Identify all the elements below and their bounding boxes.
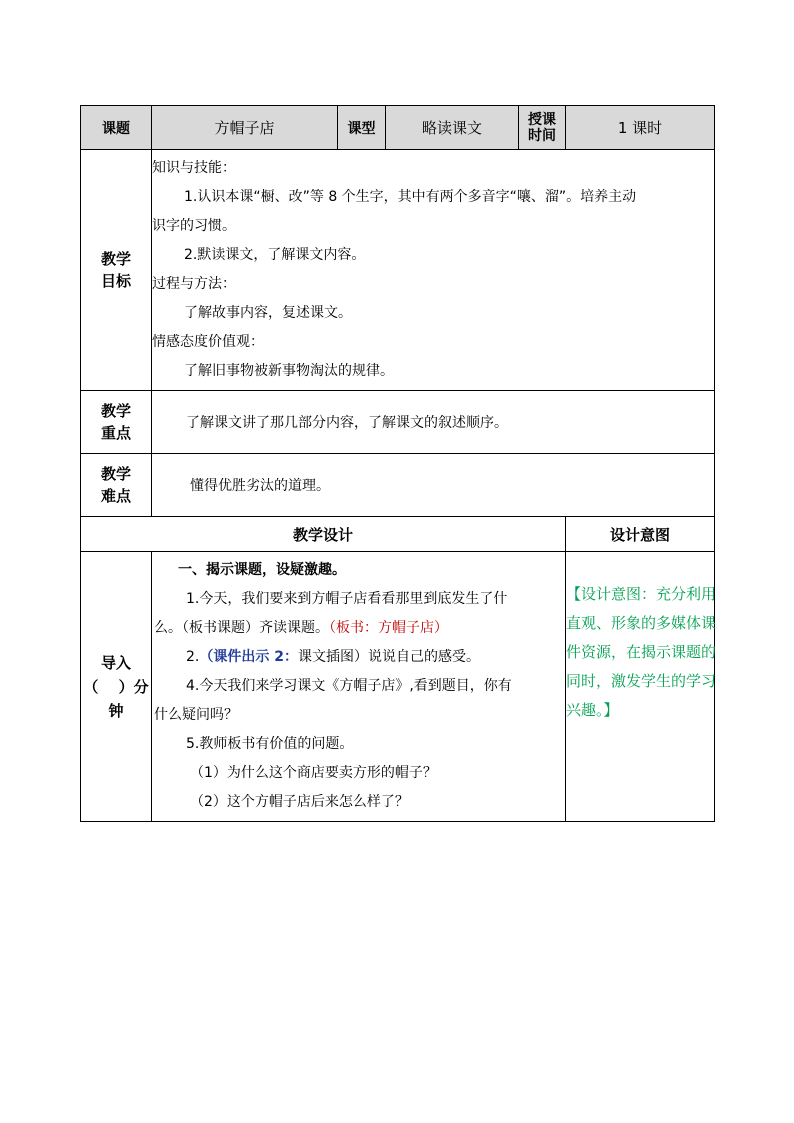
time-label-line2: 时间 xyxy=(528,127,556,144)
difficulty-label-line2: 难点 xyxy=(100,487,131,505)
type-label: 课型 xyxy=(338,106,386,150)
intro-line: 什么疑问吗？ xyxy=(154,707,238,723)
goals-label-line1: 教学 xyxy=(100,250,131,268)
intro-text: 课文插图）说说自己的感受。 xyxy=(297,649,480,665)
time-value: 1 课时 xyxy=(566,106,715,150)
design-header-row xyxy=(81,517,715,552)
focus-text: 了解课文讲了那几部分内容，了解课文的叙述顺序。 xyxy=(152,391,715,454)
intro-question: （1）为什么这个商店要卖方形的帽子？ xyxy=(190,765,437,781)
intent-line: 【设计意图：充分利用 xyxy=(566,585,717,603)
design-header-left: 教学设计 xyxy=(81,517,566,552)
intro-line xyxy=(154,643,563,672)
intro-label xyxy=(81,552,152,822)
header-row xyxy=(81,106,715,150)
focus-label-line2: 重点 xyxy=(100,424,131,442)
goals-line: 情感态度价值观： xyxy=(152,334,264,350)
courseware-note: （课件出示 2： xyxy=(199,649,298,665)
goals-line: 了解故事内容，复述课文。 xyxy=(184,305,352,321)
intro-line: 1.今天，我们要来到方帽子店看看那里到底发生了什 xyxy=(186,591,508,607)
time-label xyxy=(519,106,566,150)
intent-line: 同时，激发学生的学习 xyxy=(566,672,717,690)
intro-label-line3: 钟 xyxy=(108,701,124,720)
goals-label-line2: 目标 xyxy=(100,272,131,290)
difficulty-text: 懂得优胜劣汰的道理。 xyxy=(152,454,715,517)
intent-line: 件资源，在揭示课题的 xyxy=(566,643,717,661)
goals-line: 2.默读课文，了解课文内容。 xyxy=(184,247,366,263)
difficulty-row xyxy=(81,454,715,517)
type-value: 略读课文 xyxy=(386,106,519,150)
intro-question: （2）这个方帽子店后来怎么样了？ xyxy=(190,794,409,810)
focus-label xyxy=(81,391,152,454)
goals-line: 知识与技能： xyxy=(152,160,236,176)
topic-value: 方帽子店 xyxy=(152,106,338,150)
intro-line: 4.今天我们来学习课文《方帽子店》,看到题目，你有 xyxy=(186,678,512,694)
topic-label: 课题 xyxy=(81,106,152,150)
goals-label xyxy=(81,150,152,391)
goals-row xyxy=(81,150,715,391)
intro-heading: 一、揭示课题，设疑激趣。 xyxy=(178,562,346,578)
goals-line: 1.认识本课“橱、改”等 8 个生字，其中有两个多音字“嚷、溜”。培养主动 xyxy=(184,189,637,205)
intro-line xyxy=(154,614,563,643)
goals-line: 识字的习惯。 xyxy=(152,218,236,234)
time-label-line1: 授课 xyxy=(528,111,556,128)
intro-label-line1: 导入 xyxy=(100,653,131,672)
intro-label-line2: （ ）分 xyxy=(83,677,149,696)
intro-intent xyxy=(566,552,715,822)
goals-line: 过程与方法： xyxy=(152,276,236,292)
intro-text: 2. xyxy=(186,649,200,665)
design-header-right: 设计意图 xyxy=(566,517,715,552)
difficulty-label xyxy=(81,454,152,517)
intro-row xyxy=(81,552,715,822)
difficulty-label-line1: 教学 xyxy=(100,465,131,483)
lesson-plan-table xyxy=(80,105,715,822)
focus-row xyxy=(81,391,715,454)
intent-line: 直观、形象的多媒体课 xyxy=(566,614,717,632)
intent-line: 兴趣。】 xyxy=(566,701,619,719)
focus-label-line1: 教学 xyxy=(100,402,131,420)
intro-line: 5.教师板书有价值的问题。 xyxy=(186,736,354,752)
intro-text: 么。（板书课题）齐读课题。 xyxy=(154,620,329,636)
board-note: （板书：方帽子店） xyxy=(329,620,448,636)
intro-design-content xyxy=(152,552,566,822)
goals-content xyxy=(152,150,715,391)
goals-line: 了解旧事物被新事物淘汰的规律。 xyxy=(184,363,394,379)
